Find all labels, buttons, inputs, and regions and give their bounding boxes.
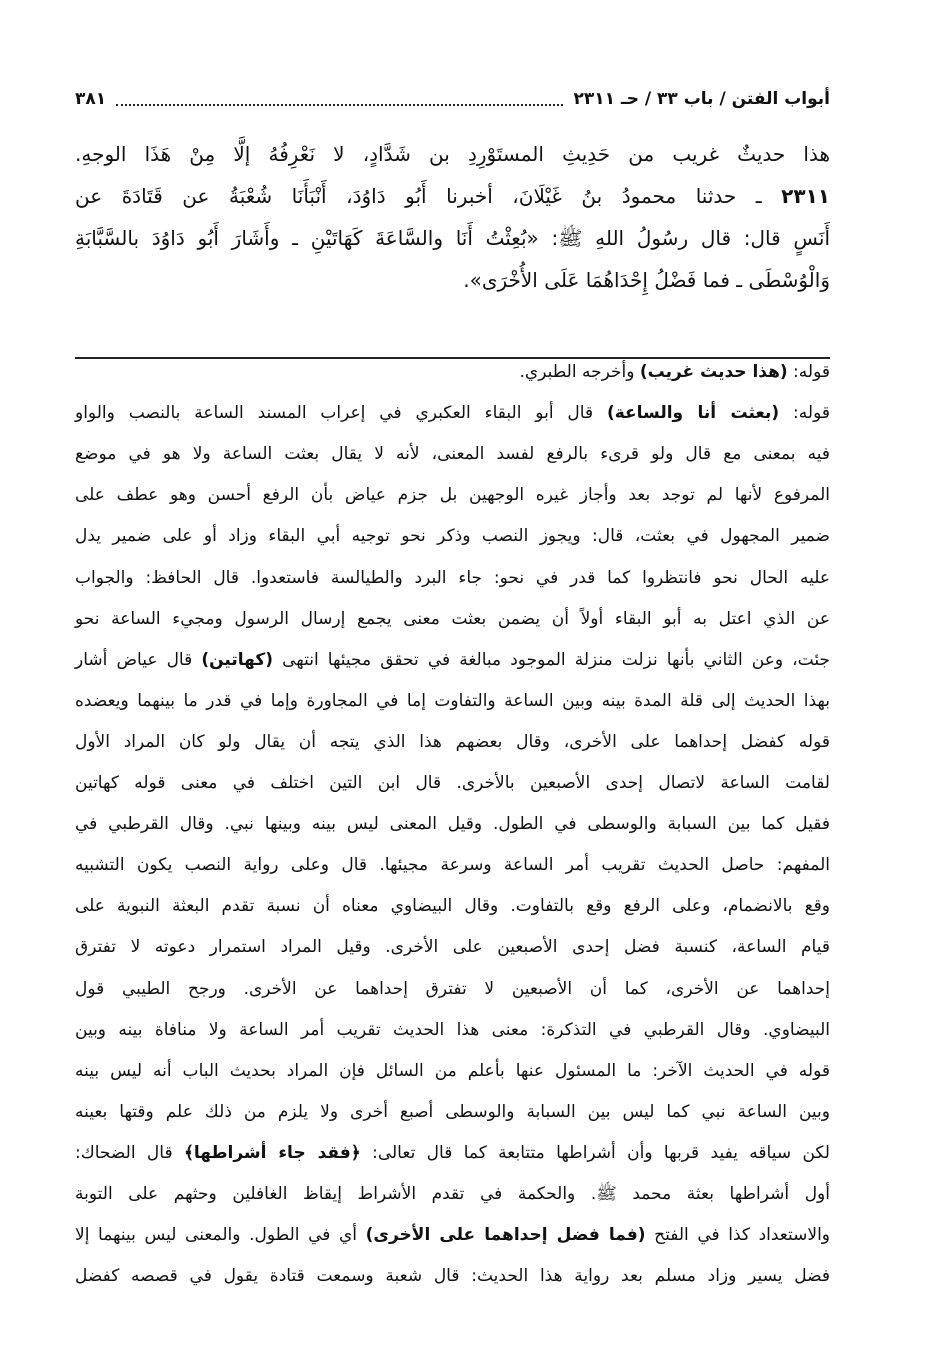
commentary-line xyxy=(75,1258,830,1294)
commentary-line xyxy=(75,1176,830,1212)
text-segment: لكن سياقه يفيد قربها وأن أشراطها متتابعة كما قال تعالى: xyxy=(360,1142,830,1163)
commentary-line xyxy=(75,436,830,472)
text-segment: قيام الساعة، كنسبة فضل إحدى الأصبعين على الأخرى. وقيل المراد استمرار دعوته لا تفترق xyxy=(75,937,830,958)
commentary-line xyxy=(75,971,830,1007)
commentary-line xyxy=(75,395,830,431)
text-segment: لقامت الساعة لاتصال إحدى الأصبعين بالأخرى. قال ابن التين اختلف في معنى قوله كهاتين xyxy=(75,773,830,793)
commentary-line xyxy=(75,354,830,390)
commentary-line xyxy=(75,888,830,924)
commentary-line xyxy=(75,1012,830,1048)
text-segment: ضمير المجهول في بعثت، قال: ويجوز النصب وذكر نحو توجيه أبي البقاء وزاد أو على ضمير يدل xyxy=(75,526,830,547)
text-segment: جئت، وعن الثاني بأنها نزلت منزلة الموجود مبالغة في تحقق مجيئها انتهى xyxy=(272,649,830,670)
commentary-line xyxy=(75,1135,830,1171)
text-segment: وَالْوُسْطَى ـ فما فَضْلُ إِحْدَاهُمَا عَلَى الأُخْرَى». xyxy=(463,268,830,292)
commentary-line xyxy=(75,847,830,883)
hadith-line xyxy=(75,260,830,300)
commentary-line xyxy=(75,929,830,965)
commentary-line xyxy=(75,724,830,760)
text-segment: عن الذي اعتل به أبو البقاء أولاً أن يضمن بعثت معنى يجمع إرسال الرسول ومجيء الساعة نحو xyxy=(75,608,830,629)
text-segment: ـ حدثنا محمودُ بنُ غَيْلَانَ، أخبرنا أَبُو دَاوُدَ، أَنْبَأَنَا شُعْبَةُ عن قَتَادَةَ عن xyxy=(75,184,782,208)
quoted-phrase: ﴿فقد جاء أشراطها﴾ xyxy=(183,1142,361,1163)
commentary-line xyxy=(75,477,830,513)
commentary-line xyxy=(75,560,830,596)
commentary-line xyxy=(75,1053,830,1089)
text-segment: عليه الحال نحو فانتظروا كما قدر في نحو: جاء البرد والطيالسة فاستعدوا. قال الحافظ: والجواب xyxy=(75,567,830,588)
text-segment: قال عياض أشار xyxy=(75,649,202,670)
text-segment: فضل يسير وزاد مسلم بعد رواية هذا الحديث: قال شعبة وسمعت قتادة يقول في قصصه كفضل xyxy=(75,1266,830,1287)
text-segment: إحداهما عن الأخرى، كما أن الأصبعين لا تفترق إحداهما عن الأخرى. ورجح الطيبي قول xyxy=(75,978,830,999)
text-segment: والاستعداد كذا في الفتح xyxy=(645,1225,830,1246)
text-segment: أول أشراطها بعثة محمد ﷺ. والحكمة في تقدم الأشراط إيقاظ الغافلين وحثهم على التوبة xyxy=(75,1184,830,1204)
commentary-line xyxy=(75,1217,830,1253)
quoted-phrase: (بعثت أنا والساعة) xyxy=(606,403,780,424)
quoted-phrase: (فما فضل إحداهما على الأخرى) xyxy=(365,1225,646,1246)
commentary-line xyxy=(75,683,830,719)
text-segment: هذا حديثٌ غريب من حَدِيثِ المستَوْرِدِ بن شَدَّادٍ، لا نَعْرِفُهُ إلَّا مِنْ هَذَا الوجهِ. xyxy=(75,142,830,166)
header-leader-dots xyxy=(116,92,563,106)
text-segment: أَنَسٍ قال: قال رسُولُ اللهِ ﷺ: «بُعِثْتُ أَنَا والسَّاعَةَ كَهَاتَيْنِ ـ وأَشَارَ أَبُو دَاوُدَ بالسَّبَّابَةِ xyxy=(75,226,830,250)
quoted-phrase: ٢٣١١ xyxy=(781,184,830,208)
text-segment: البيضاوي. وقال القرطبي في التذكرة: معنى هذا الحديث تقريب أمر الساعة ولا منافاة بينه وبين xyxy=(75,1019,830,1040)
text-segment: قوله: xyxy=(779,403,830,424)
quoted-phrase: (كهاتين) xyxy=(201,649,273,670)
text-segment: قال الضحاك: xyxy=(75,1142,184,1163)
commentary-line xyxy=(75,518,830,554)
text-segment: فقيل كما بين السبابة والوسطى في الطول. وقيل المعنى ليس بينه وبينها نبي. وقال القرطبي في xyxy=(75,814,830,835)
header-title: أبواب الفتن / باب ٣٣ / حـ ٢٣١١ xyxy=(573,89,830,109)
hadith-line xyxy=(75,218,830,258)
quoted-phrase: (هذا حديث غريب) xyxy=(639,362,788,382)
text-segment: أي في الطول. والمعنى ليس بينهما إلا xyxy=(75,1225,366,1246)
commentary-line xyxy=(75,806,830,842)
running-header xyxy=(75,84,830,114)
text-segment: قال أبو البقاء العكبري في إعراب المسند الساعة بالنصب والواو xyxy=(75,403,607,424)
text-segment: فيه بمعنى مع قال ولو قرىء بالرفع لفسد المعنى، لأنه لا يقال بعثت الساعة ولا هو في موضع xyxy=(75,444,830,465)
text-segment: المرفوع لأنها لم توجد بعد وأجاز غيره الوجهين بل جزم عياض بأن الرفع أحسن وهو عطف على xyxy=(75,485,830,506)
commentary-line xyxy=(75,765,830,801)
commentary-line xyxy=(75,601,830,637)
page-number: ٣٨١ xyxy=(75,89,107,109)
text-segment: وقع بالانضمام، وعلى الرفع وقع بالتفاوت. وقال البيضاوي معناه أن نسبة تقدم البعثة النبوية على xyxy=(75,896,830,917)
commentary-line xyxy=(75,1094,830,1130)
text-segment: قوله كفضل إحداهما على الأخرى، وقال بعضهم هذا الذي يتجه أن يقال ولو كان المراد الأول xyxy=(75,731,830,752)
text-segment: قوله في الحديث الآخر: ما المسئول عنها بأعلم من السائل فإن المراد بحديث الباب أنه ليس بينه xyxy=(75,1060,830,1081)
text-segment: وأخرجه الطبري. xyxy=(519,362,640,382)
text-segment: وبين الساعة نبي كما ليس بين السبابة والوسطى أصبع أخرى ولا يلزم من ذلك علم وقتها بعينه xyxy=(75,1101,830,1122)
commentary-line xyxy=(75,642,830,678)
text-segment: المفهم: حاصل الحديث تقريب أمر الساعة وسرعة مجيئها. قال وعلى رواية النصب يكون التشبيه xyxy=(75,855,830,876)
text-segment: قوله: xyxy=(787,362,830,382)
hadith-line xyxy=(75,176,830,216)
hadith-line xyxy=(75,134,830,174)
text-segment: بهذا الحديث إلى قلة المدة بينه وبين الساعة والتفاوت إما في المجاورة وإما في قدر ما بينهما ويعضده xyxy=(75,690,830,711)
